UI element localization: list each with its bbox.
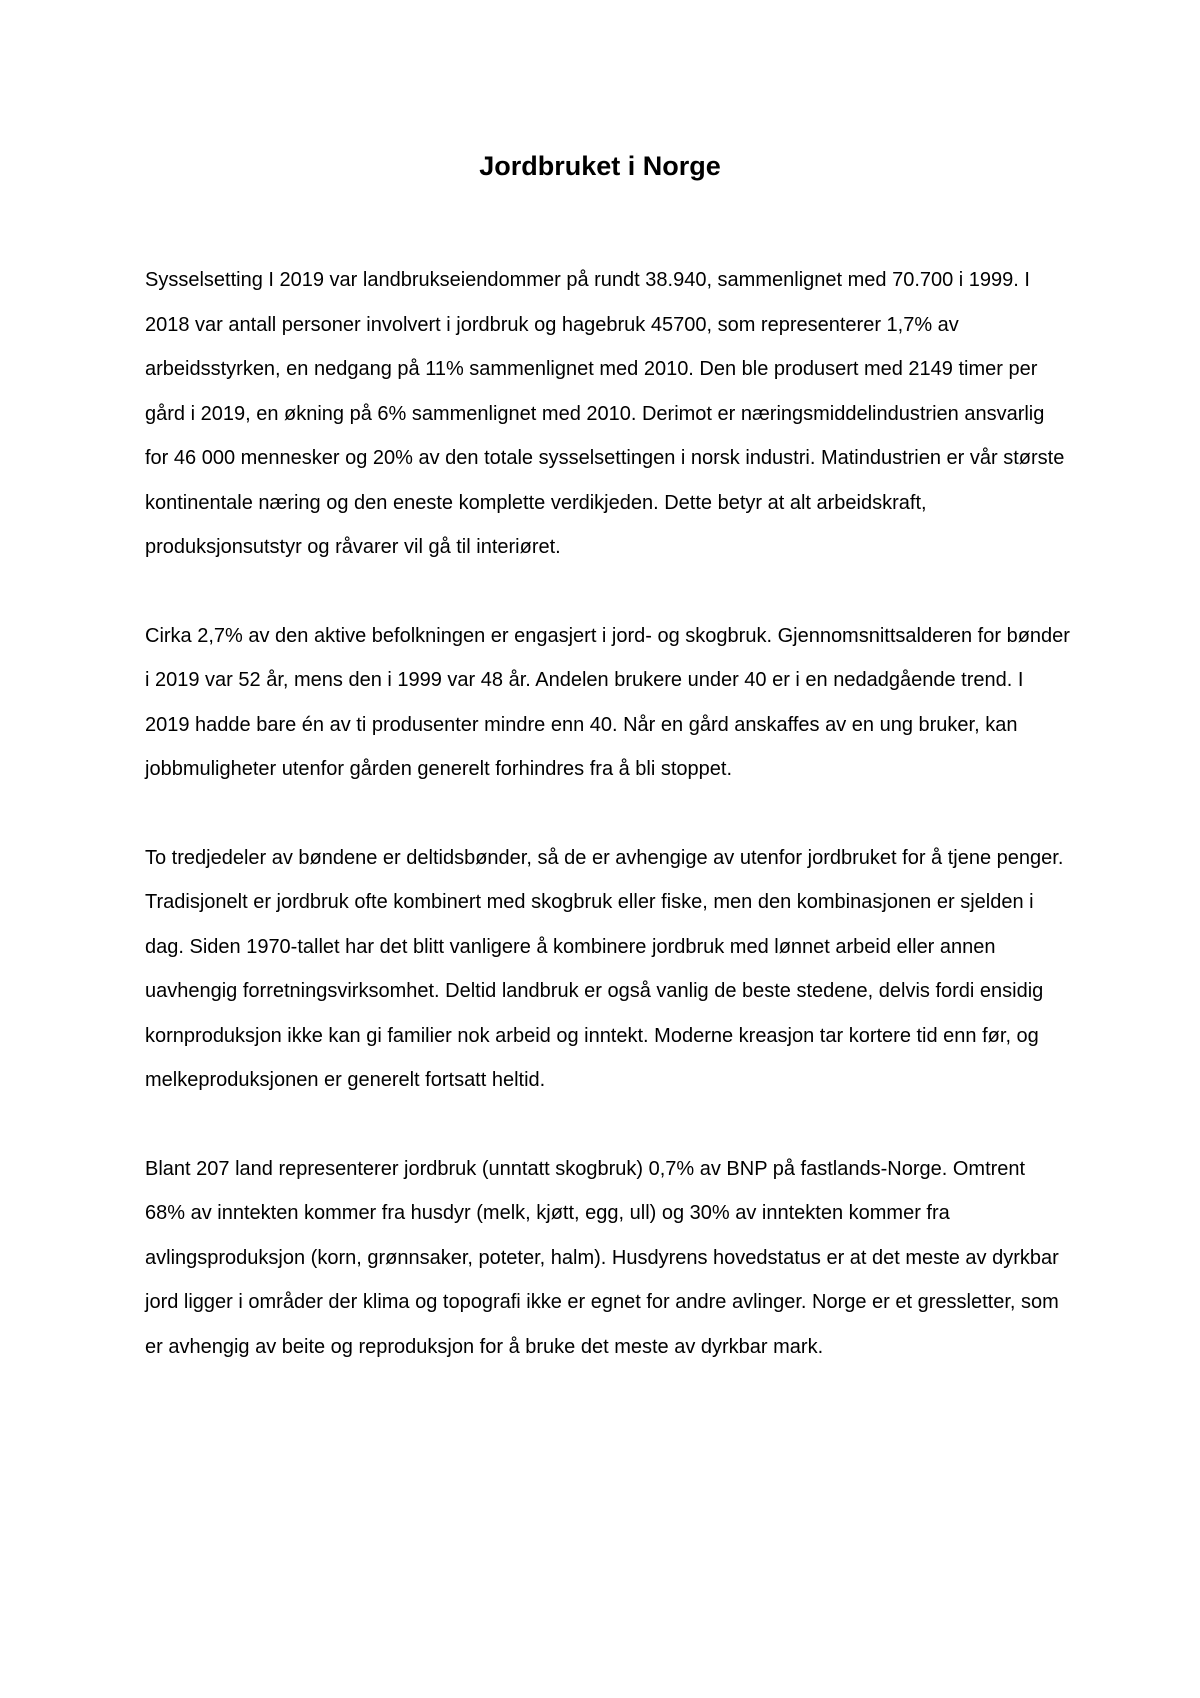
document-title: Jordbruket i Norge: [479, 151, 721, 181]
paragraph-employment: Sysselsetting I 2019 var landbrukseiendommer på rundt 38.940, sammenlignet med 70.700 i 1999. I 2018 var antall personer involvert i jordbruk og hagebruk 45700, som representerer 1,7% av arbeidsstyrken, en nedgang på 11% sammenlignet med 2010. Den ble produsert med 2149 timer per gård i 2019, en økning på 6% sammenlignet med 2010. Derimot er næringsmiddelindustrien ansvarlig for 46 000 mennesker og 20% av den totale sysselsettingen i norsk industri. Matindustrien er vår største kontinentale næring og den eneste komplette verdikjeden. Dette betyr at alt arbeidskraft, produksjonsutstyr og råvarer vil gå til interiøret.: [145, 269, 1065, 558]
paragraph-population-age: Cirka 2,7% av den aktive befolkningen er engasjert i jord- og skogbruk. Gjennomsnittsalderen for bønder i 2019 var 52 år, mens den i 1999 var 48 år. Andelen brukere under 40 er i en nedadgående trend. I 2019 hadde bare én av ti produsenter mindre enn 40. Når en gård anskaffes av en ung bruker, kan jobbmuligheter utenfor gården generelt forhindres fra å bli stoppet.: [145, 624, 1070, 780]
paragraph-part-time-farmers: To tredjedeler av bøndene er deltidsbønder, så de er avhengige av utenfor jordbruket for å tjene penger. Tradisjonelt er jordbruk ofte kombinert med skogbruk eller fiske, men den kombinasjonen er sjelden i dag. Siden 1970-tallet har det blitt vanligere å kombinere jordbruk med lønnet arbeid eller annen uavhengig forretningsvirksomhet. Deltid landbruk er også vanlig de beste stedene, delvis fordi ensidig kornproduksjon ikke kan gi familier nok arbeid og inntekt. Moderne kreasjon tar kortere tid enn før, og melkeproduksjonen er generelt fortsatt heltid.: [145, 846, 1064, 1091]
document-body: [145, 258, 1070, 1413]
paragraph-gdp-income: Blant 207 land representerer jordbruk (unntatt skogbruk) 0,7% av BNP på fastlands-Norge. Omtrent 68% av inntekten kommer fra husdyr (melk, kjøtt, egg, ull) og 30% av inntekten kommer fra avlingsproduksjon (korn, grønnsaker, poteter, halm). Husdyrens hovedstatus er at det meste av dyrkbar jord ligger i områder der klima og topografi ikke er egnet for andre avlinger. Norge er et gressletter, som er avhengig av beite og reproduksjon for å bruke det meste av dyrkbar mark.: [145, 1157, 1059, 1358]
